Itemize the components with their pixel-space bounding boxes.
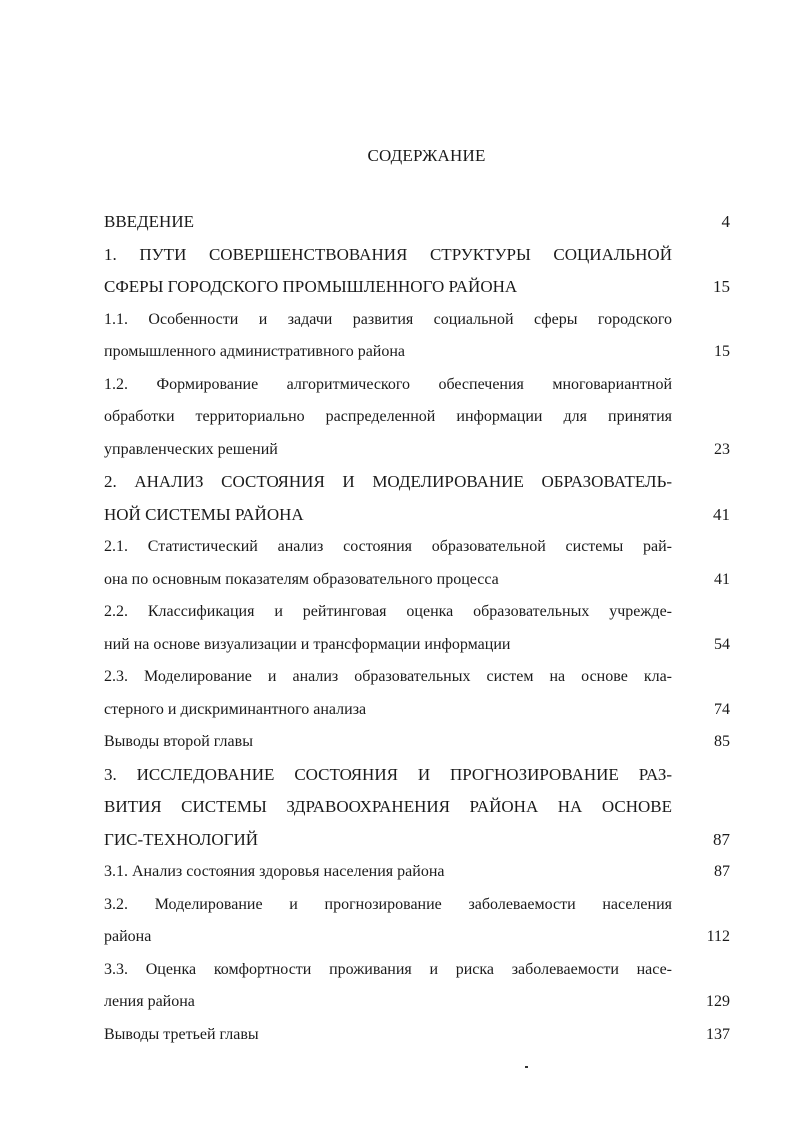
page-title: СОДЕРЖАНИЕ (367, 146, 486, 165)
toc-entry-line: ВИТИЯ СИСТЕМЫ ЗДРАВООХРАНЕНИЯ РАЙОНА НА ОСНОВЕ (104, 797, 672, 816)
toc-entry-text (104, 596, 672, 661)
toc-page-number: 112 (706, 928, 730, 945)
toc-entry (104, 759, 730, 857)
toc-entry (104, 954, 730, 1019)
toc-entry-text (104, 206, 672, 239)
toc-entry-line: 1.1. Особенности и задачи развития социальной сферы городского (104, 310, 672, 328)
toc-page-number: 54 (714, 635, 730, 653)
toc-entry-text (104, 954, 672, 1019)
toc-entry-line: промышленного административного района (104, 343, 406, 360)
toc-entry (104, 889, 730, 954)
toc-entry-line: 2.2. Классификация и рейтинговая оценка образовательных учрежде- (104, 603, 672, 620)
toc-entry-line: она по основным показателям образовательного процесса (104, 570, 499, 588)
toc-entry-text (104, 1019, 672, 1052)
toc-entry-line: СФЕРЫ ГОРОДСКОГО ПРОМЫШЛЕННОГО РАЙОНА (104, 277, 518, 296)
toc-entry-line: 3.3. Оценка комфортности проживания и риска заболеваемости насе- (104, 960, 672, 978)
toc-page-number: 87 (714, 863, 730, 880)
toc-entry (104, 726, 730, 759)
toc-entry (104, 466, 730, 531)
toc-page-number: 15 (714, 343, 730, 360)
toc-entry-line: района (104, 928, 152, 945)
toc-page-number: 15 (713, 277, 730, 296)
toc-entry (104, 531, 730, 596)
toc-entry (104, 596, 730, 661)
toc-entry-line: управленческих решений (104, 440, 278, 458)
toc-entry-text (104, 369, 672, 467)
toc-page-number: 41 (713, 504, 730, 524)
toc-entry (104, 369, 730, 467)
toc-page-number: 23 (714, 440, 730, 458)
toc-page-number: 137 (706, 1025, 730, 1043)
toc-entry-line: НОЙ СИСТЕМЫ РАЙОНА (104, 504, 304, 524)
toc-entry-line: ВВЕДЕНИЕ (104, 212, 194, 231)
toc-entry-line: стерного и дискриминантного анализа (104, 700, 367, 718)
toc-entry (104, 206, 730, 239)
toc-entry-line: обработки территориально распределенной информации для принятия (104, 408, 672, 425)
toc-entry (104, 239, 730, 304)
toc-page-number: 87 (713, 829, 730, 849)
toc-entry-line: ний на основе визуализации и трансформации информации (104, 635, 511, 653)
toc-page-number: 74 (714, 700, 730, 718)
toc-entry (104, 661, 730, 726)
toc-entry-text (104, 661, 672, 726)
table-of-contents (104, 206, 730, 1051)
toc-page-number: 4 (721, 212, 730, 231)
toc-entry-text (104, 531, 672, 596)
toc-entry-text (104, 856, 672, 889)
toc-entry-line: 3. ИССЛЕДОВАНИЕ СОСТОЯНИЯ И ПРОГНОЗИРОВАНИЕ РАЗ- (104, 764, 672, 784)
toc-entry-line: Выводы третьей главы (104, 1025, 259, 1043)
toc-entry-text (104, 759, 672, 857)
toc-entry (104, 1019, 730, 1052)
toc-entry-line: 3.2. Моделирование и прогнозирование заболеваемости населения (104, 895, 672, 913)
toc-entry-line: 2.3. Моделирование и анализ образовательных систем на основе кла- (104, 668, 672, 685)
toc-entry-line: ГИС-ТЕХНОЛОГИЙ (104, 829, 259, 849)
toc-page-number: 129 (706, 993, 730, 1010)
toc-entry-text (104, 889, 672, 954)
toc-entry (104, 304, 730, 369)
toc-entry-text (104, 466, 672, 531)
toc-entry-line: 2.1. Статистический анализ состояния образовательной системы рай- (104, 538, 672, 555)
toc-entry-line: ления района (104, 993, 195, 1010)
toc-entry-line: 3.1. Анализ состояния здоровья населения района (104, 863, 445, 880)
toc-entry-text (104, 239, 672, 304)
toc-entry-line: 2. АНАЛИЗ СОСТОЯНИЯ И МОДЕЛИРОВАНИЕ ОБРАЗОВАТЕЛЬ- (104, 472, 672, 491)
toc-entry-line: 1. ПУТИ СОВЕРШЕНСТВОВАНИЯ СТРУКТУРЫ СОЦИАЛЬНОЙ (104, 244, 672, 264)
toc-entry-line: Выводы второй главы (104, 733, 253, 750)
toc-entry (104, 856, 730, 889)
toc-page-number: 41 (714, 570, 730, 588)
toc-entry-text (104, 726, 672, 759)
toc-page-number: 85 (714, 733, 730, 750)
scan-speck (525, 1066, 528, 1068)
toc-entry-text (104, 304, 672, 369)
toc-entry-line: 1.2. Формирование алгоритмического обеспечения многовариантной (104, 375, 672, 393)
